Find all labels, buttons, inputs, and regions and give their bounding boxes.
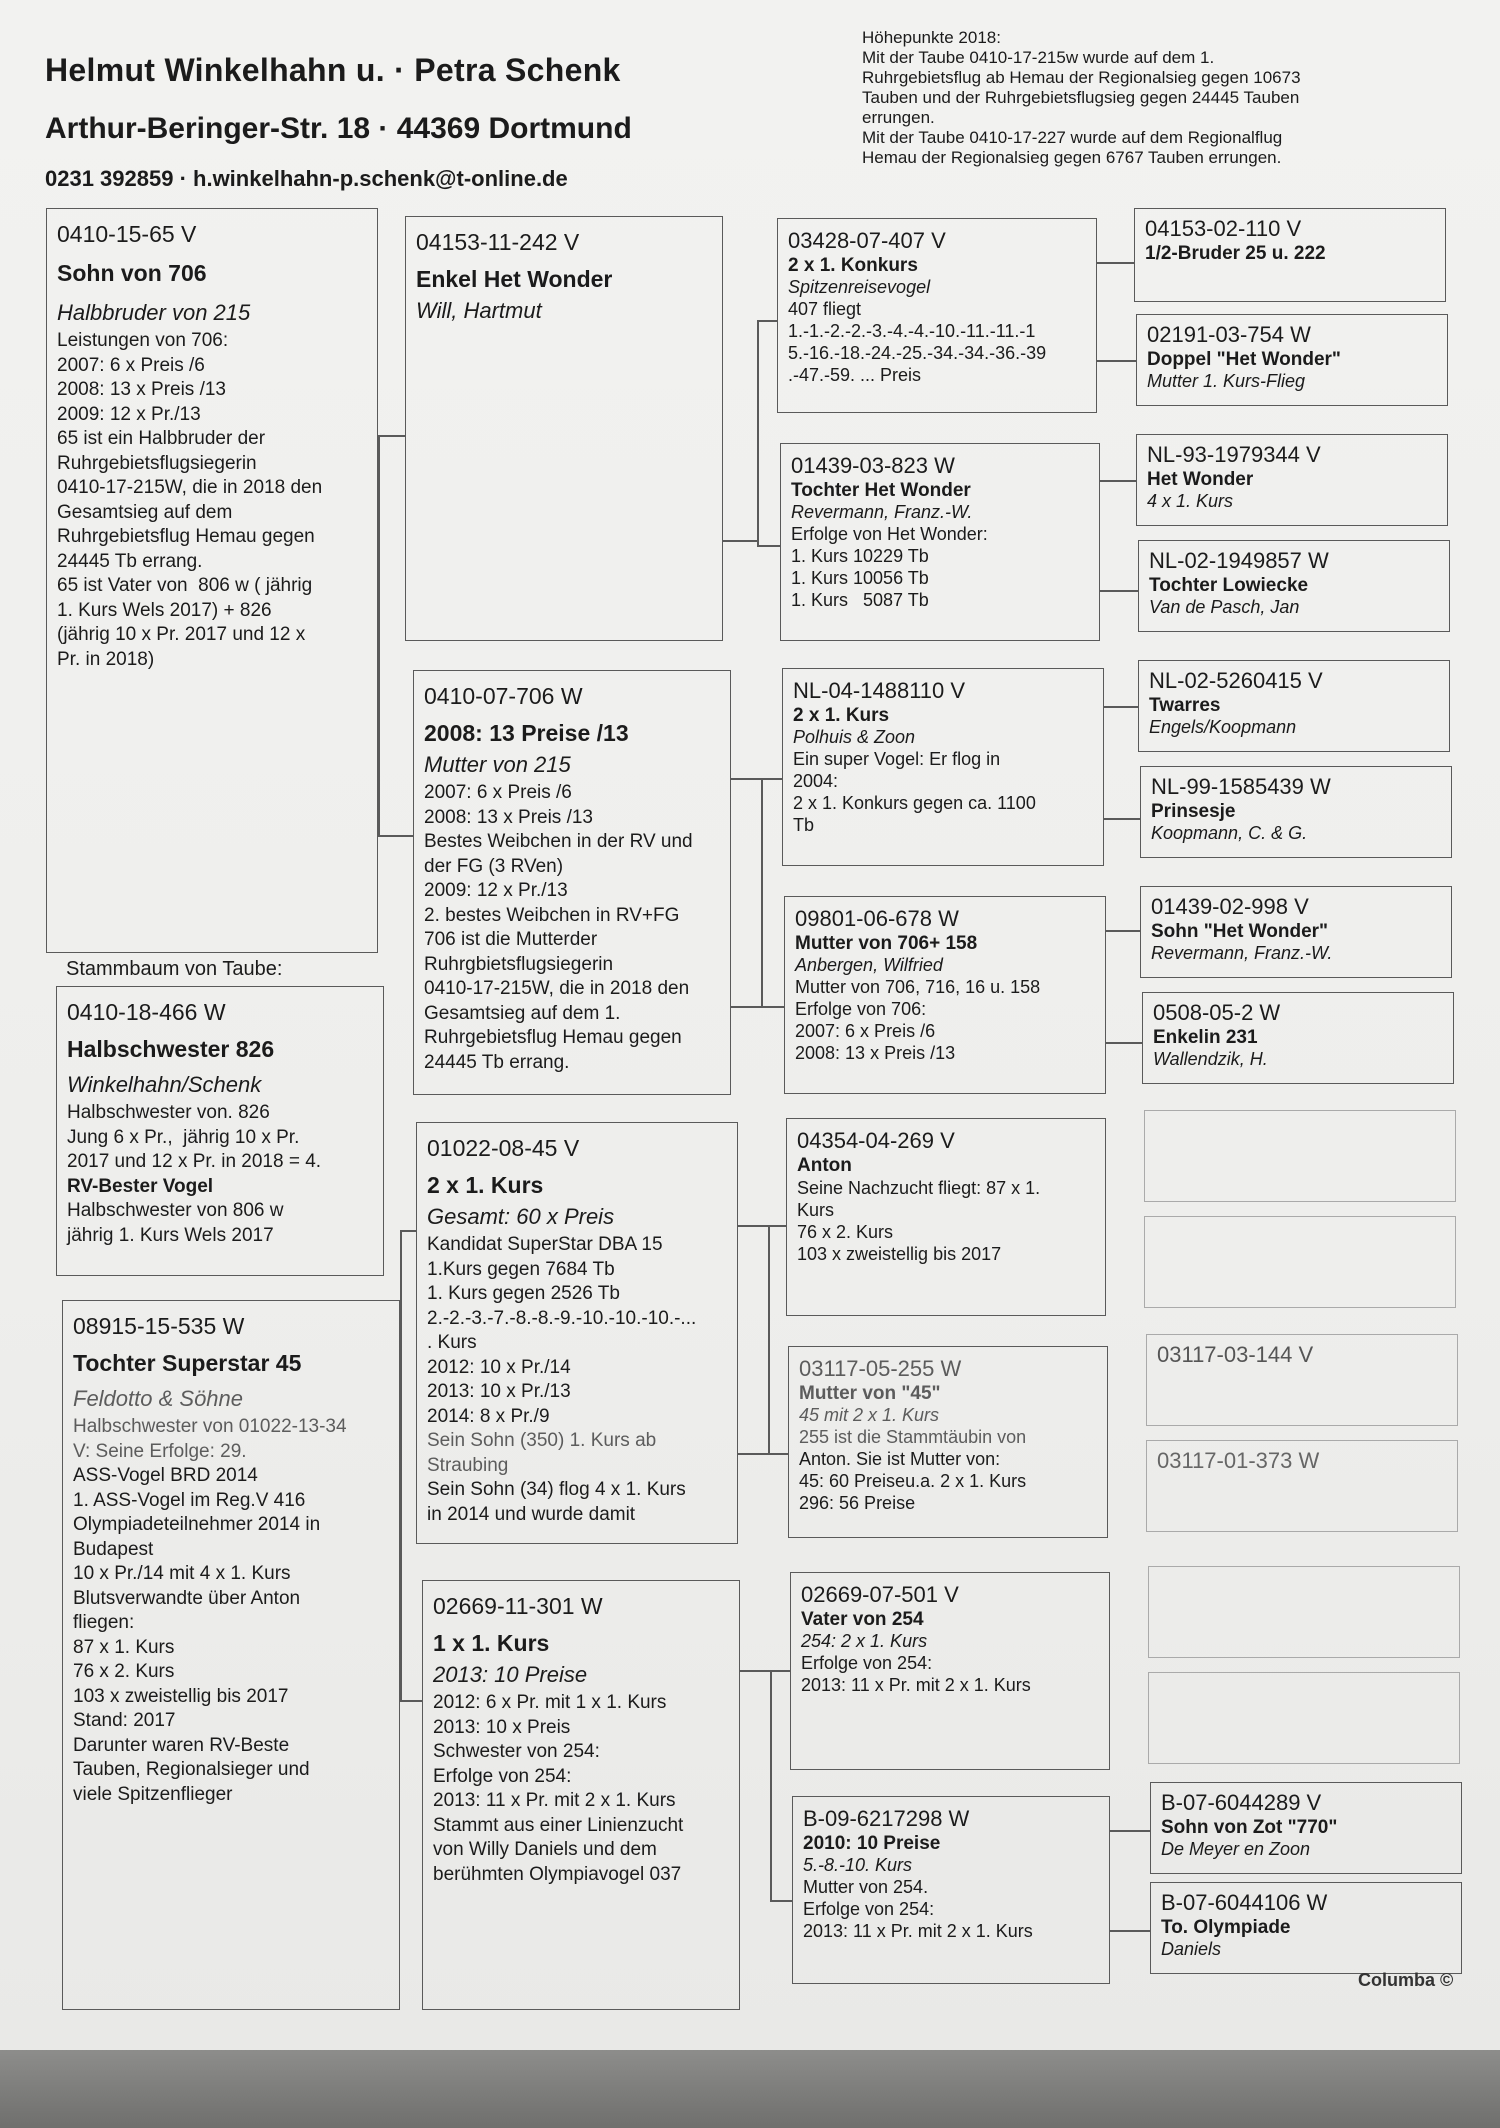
great-grandparent-box-8 [792,1796,1110,1984]
note-line: von Willy Daniels und dem [433,1839,657,1860]
ancestor-box-8 [1142,992,1454,1084]
connector-line [757,320,759,545]
note-line: Gesamtsieg auf dem 1. [424,1002,621,1024]
note-line: 2.-2.-3.-7.-8.-8.-9.-10.-10.-10.-... [427,1307,697,1329]
ancestor-box-5 [1138,660,1450,752]
note-line: 2013: 11 x Pr. mit 2 x 1. Kurs [801,1675,1031,1695]
ring-number: 02669-11-301 W [433,1593,603,1619]
highlight-line: errungen. [862,108,935,127]
note-line: 2008: 13 x Preis /13 [424,806,593,828]
note-line: Ruhrgebietsflug Hemau gegen [424,1027,682,1048]
note-line: 2017 und 12 x Pr. in 2018 = 4. [67,1151,322,1172]
ring-number: B-07-6044289 V [1161,1790,1322,1815]
mother-box [62,1300,400,2010]
note-line: Kurs [797,1200,835,1220]
pigeon-sub: 2013: 10 Preise [433,1662,588,1687]
note-line: Tb [793,815,815,835]
pigeon-title: Tochter Het Wonder [791,480,971,501]
note-line: Sein Sohn (350) 1. Kurs ab [427,1430,657,1451]
ring-number: 04153-02-110 V [1145,216,1302,241]
pigeon-sub: De Meyer en Zoon [1161,1839,1311,1859]
note-line: 24445 Tb errang. [424,1051,570,1073]
pigeon-title: Sohn "Het Wonder" [1151,921,1329,942]
note-line: 65 ist ein Halbbruder der [57,428,266,449]
note-line: 296: 56 Preise [799,1493,916,1513]
highlight-line: Höhepunkte 2018: [862,28,1001,47]
ring-number: B-07-6044106 W [1161,1890,1328,1915]
pigeon-title: Vater von 254 [801,1609,924,1630]
ancestor-box-11 [1146,1334,1458,1426]
note-line: 2014: 8 x Pr./9 [427,1405,550,1427]
connector-line [378,835,413,837]
note-line: jährig 1. Kurs Wels 2017 [67,1224,274,1246]
note-line: 706 ist die Mutterder [424,929,598,950]
subject-box [56,986,384,1276]
father-box [46,208,378,953]
ring-number: NL-02-5260415 V [1149,668,1323,693]
grandparent-box-2 [413,670,731,1095]
note-line: Seine Nachzucht fliegt: 87 x 1. [797,1178,1041,1198]
connector-line [738,1225,768,1227]
connector-line [770,1670,772,1900]
pigeon-sub: Wallendzik, H. [1153,1049,1268,1069]
note-line: 2013: 10 x Pr./13 [427,1381,571,1402]
note-line: Mutter von 706, 716, 16 u. 158 [795,977,1041,997]
pigeon-title: 2008: 13 Preise /13 [424,720,629,746]
copyright-mark: Columba © [1358,1970,1454,1990]
pigeon-title: 1 x 1. Kurs [433,1630,550,1656]
pigeon-title: 1/2-Bruder 25 u. 222 [1145,243,1326,264]
note-line: 2007: 6 x Preis /6 [57,354,205,376]
pigeon-sub: Revermann, Franz.-W. [791,502,973,522]
note-line: Erfolge von 254: [803,1899,935,1919]
note-line: ASS-Vogel BRD 2014 [73,1465,258,1486]
note-line: .-47.-59. ... Preis [788,365,922,385]
note-line: 45: 60 Preiseu.a. 2 x 1. Kurs [799,1471,1027,1491]
ring-number: 01439-02-998 V [1151,894,1309,919]
connector-line [731,778,761,780]
pigeon-sub: 45 mit 2 x 1. Kurs [799,1405,940,1425]
mother-ring: 08915-15-535 W [73,1313,245,1339]
ring-number: NL-04-1488110 V [793,678,966,703]
note-line: Budapest [73,1538,154,1560]
pigeon-title: Doppel "Het Wonder" [1147,349,1341,370]
note-line: 2007: 6 x Preis /6 [424,782,572,803]
ring-number: 09801-06-678 W [795,906,959,931]
ring-number: 03117-03-144 V [1157,1342,1314,1367]
note-line: Blutsverwandte über Anton [73,1587,301,1609]
note-line: RV-Bester Vogel [67,1175,214,1197]
note-line: 103 x zweistellig bis 2017 [73,1685,289,1707]
connector-line [768,1225,770,1453]
ring-number: 03428-07-407 V [788,228,946,253]
note-line: Schwester von 254: [433,1741,600,1762]
ancestor-box-10 [1144,1216,1456,1308]
grandparent-box-4 [422,1580,740,2010]
subject-title: Halbschwester 826 [67,1036,275,1062]
connector-line [738,1453,788,1455]
note-line: 0410-17-215W, die in 2018 den [424,978,690,999]
subject-sub: Winkelhahn/Schenk [67,1072,262,1097]
connector-line [723,540,757,542]
note-line: 10 x Pr./14 mit 4 x 1. Kurs [73,1563,291,1584]
note-line: 2013: 11 x Pr. mit 2 x 1. Kurs [803,1921,1033,1941]
note-line: 1. Kurs 10229 Tb [791,546,929,566]
pedigree-label: Stammbaum von Taube: [58,958,290,981]
pigeon-sub: Engels/Koopmann [1149,717,1297,737]
connector-line [1110,1930,1150,1932]
note-line: viele Spitzenflieger [73,1783,233,1805]
connector-line [1100,590,1138,592]
note-line: 103 x zweistellig bis 2017 [797,1244,1002,1264]
note-line: 1. ASS-Vogel im Reg.V 416 [73,1489,306,1511]
note-line: 76 x 2. Kurs [797,1222,894,1242]
highlight-line: Ruhrgebietsflug ab Hemau der Regionalsieg gegen 10673 [862,68,1301,87]
pigeon-sub: 4 x 1. Kurs [1147,491,1234,511]
note-line: Stammt aus einer Linienzucht [433,1814,684,1836]
note-line: Halbschwester von. 826 [67,1102,270,1123]
note-line: 2 x 1. Konkurs gegen ca. 1100 [793,793,1036,813]
note-line: 1. Kurs 5087 Tb [791,590,929,610]
pigeon-title: Sohn von Zot "770" [1161,1817,1338,1838]
ring-number: 02669-07-501 V [801,1582,959,1607]
pigeon-sub: Revermann, Franz.-W. [1151,943,1333,963]
note-line: Bestes Weibchen in der RV und [424,831,693,852]
ancestor-box-2 [1136,314,1448,406]
ancestor-box-7 [1140,886,1452,978]
great-grandparent-box-3 [782,668,1104,866]
connector-line [768,1225,786,1227]
highlights-2018 [862,28,1422,168]
connector-line [400,1230,402,1700]
pigeon-title: To. Olympiade [1161,1917,1291,1938]
pigeon-sub: Koopmann, C. & G. [1151,823,1308,843]
ancestor-box-4 [1138,540,1450,632]
connector-line [1097,262,1134,264]
pigeon-title: Mutter von "45" [799,1383,941,1404]
ring-number: 02191-03-754 W [1147,322,1311,347]
pigeon-sub: Daniels [1161,1939,1222,1959]
breeder-contact: 0231 392859 · h.winkelhahn-p.schenk@t-online.de [45,166,568,191]
pigeon-title: 2 x 1. Kurs [427,1172,544,1198]
note-line: 76 x 2. Kurs [73,1661,175,1682]
father-ring: 0410-15-65 V [57,221,197,247]
note-line: 2008: 13 x Preis /13 [57,379,226,400]
connector-line [1097,360,1136,362]
note-line: Tauben, Regionalsieger und [73,1759,310,1780]
great-grandparent-box-1 [777,218,1097,413]
note-line: 1. Kurs gegen 2526 Tb [427,1283,620,1304]
note-line: Erfolge von 254: [801,1653,933,1673]
note-line: Halbschwester von 01022-13-34 [73,1416,347,1437]
connector-line [761,778,782,780]
subject-ring: 0410-18-466 W [67,999,226,1025]
connector-line [731,1006,784,1008]
note-line: 2009: 12 x Pr./13 [57,403,201,425]
highlight-line: Hemau der Regionalsieg gegen 6767 Tauben errungen. [862,148,1282,167]
pigeon-sub: Polhuis & Zoon [793,727,916,747]
ring-number: 0508-05-2 W [1153,1000,1281,1025]
breeder-names: Helmut Winkelhahn u. · Petra Schenk [45,52,621,88]
connector-line [770,1900,792,1902]
note-line: 24445 Tb errang. [57,550,203,572]
ancestor-box-1 [1134,208,1446,302]
note-line: Ruhrgebietsflug Hemau gegen [57,526,315,547]
note-line: 255 ist die Stammtäubin von [799,1427,1027,1447]
grandparent-box-1 [405,216,723,641]
note-line: Olympiadeteilnehmer 2014 in [73,1514,321,1535]
ancestor-box-12 [1146,1440,1458,1532]
ring-number: 04354-04-269 V [797,1128,955,1153]
ancestor-box-14 [1148,1672,1460,1764]
note-line: fliegen: [73,1612,135,1633]
note-line: V: Seine Erfolge: 29. [73,1440,247,1462]
pigeon-title: Twarres [1149,695,1221,716]
pigeon-sub: Mutter 1. Kurs-Flieg [1147,371,1306,391]
highlight-line: Mit der Taube 0410-17-227 wurde auf dem Regionalflug [862,128,1283,147]
ring-number: 03117-05-255 W [799,1356,962,1381]
connector-line [757,545,780,547]
pigeon-sub: Gesamt: 60 x Preis [427,1204,615,1229]
note-line: 2007: 6 x Preis /6 [795,1021,936,1041]
note-line: 2013: 11 x Pr. mit 2 x 1. Kurs [433,1790,676,1811]
ancestor-box-3 [1136,434,1448,526]
great-grandparent-box-7 [790,1572,1110,1770]
pigeon-title: Anton [797,1155,852,1176]
note-line: Leistungen von 706: [57,330,229,351]
note-line: 407 fliegt [788,299,862,319]
note-line: Sein Sohn (34) flog 4 x 1. Kurs [427,1479,686,1500]
connector-line [378,435,405,437]
connector-line [1104,818,1140,820]
ring-number: 01022-08-45 V [427,1135,580,1161]
note-line: 1. Kurs 10056 Tb [791,568,929,588]
ancestor-box-13 [1148,1566,1460,1658]
note-line: 65 ist Vater von 806 w ( jährig [57,575,313,596]
pigeon-title: 2 x 1. Kurs [793,705,890,726]
note-line: in 2014 und wurde damit [427,1503,636,1525]
note-line: 2012: 6 x Pr. mit 1 x 1. Kurs [433,1692,667,1713]
note-line: 0410-17-215W, die in 2018 den [57,477,323,498]
note-line: Ruhrgbietsflugsiegerin [424,953,614,975]
connector-line [1110,1830,1150,1832]
note-line: Anton. Sie ist Mutter von: [799,1449,1001,1469]
note-line: berühmten Olympiavogel 037 [433,1863,682,1885]
pigeon-title: Prinsesje [1151,801,1236,822]
ring-number: NL-99-1585439 W [1151,774,1331,799]
ring-number: NL-93-1979344 V [1147,442,1321,467]
connector-line [1100,480,1136,482]
pigeon-title: Tochter Lowiecke [1149,575,1309,596]
pigeon-sub: Will, Hartmut [416,298,542,323]
note-line: Erfolge von 706: [795,999,927,1019]
note-line: 2008: 13 x Preis /13 [795,1043,956,1063]
pigeon-title: Enkel Het Wonder [416,266,613,292]
note-line: . Kurs [427,1332,477,1353]
note-line: Stand: 2017 [73,1710,176,1731]
note-line: Ruhrgebietsflugsiegerin [57,452,257,474]
pigeon-sub: Anbergen, Wilfried [795,955,943,975]
connector-line [400,1700,422,1702]
note-line: Darunter waren RV-Beste [73,1734,290,1756]
note-line: 2. bestes Weibchen in RV+FG [424,904,680,926]
pigeon-title: Enkelin 231 [1153,1027,1258,1048]
note-line: Gesamtsieg auf dem [57,501,233,523]
pigeon-title: Het Wonder [1147,469,1254,490]
note-line: 2012: 10 x Pr./14 [427,1356,571,1378]
note-line: Erfolge von Het Wonder: [791,524,988,544]
pigeon-sub: Spitzenreisevogel [788,277,931,297]
connector-line [400,1230,416,1232]
note-line: 5.-16.-18.-24.-25.-34.-34.-36.-39 [788,343,1047,363]
father-title: Sohn von 706 [57,260,207,286]
note-line: Halbschwester von 806 w [67,1200,284,1221]
father-notes [57,329,367,672]
great-grandparent-box-4 [784,896,1106,1094]
pigeon-title: 2 x 1. Konkurs [788,255,918,276]
note-line: Ein super Vogel: Er flog in [793,749,1001,769]
note-line: Jung 6 x Pr., jährig 10 x Pr. [67,1126,300,1148]
pigeon-title: Mutter von 706+ 158 [795,933,978,954]
connector-line [1104,706,1138,708]
pigeon-title: 2010: 10 Preise [803,1833,941,1854]
ancestor-box-6 [1140,766,1452,858]
ancestor-box-15 [1150,1782,1462,1874]
grandparent-box-3 [416,1122,738,1544]
note-line: der FG (3 RVen) [424,855,564,877]
note-line: 87 x 1. Kurs [73,1636,175,1658]
ring-number: 0410-07-706 W [424,683,583,709]
connector-line [761,778,763,1006]
mother-title: Tochter Superstar 45 [73,1350,302,1376]
pigeon-sub: Van de Pasch, Jan [1149,597,1300,617]
pigeon-sub: 254: 2 x 1. Kurs [801,1631,928,1651]
note-line: Straubing [427,1454,509,1476]
note-line: 2009: 12 x Pr./13 [424,880,568,901]
ring-number: 01439-03-823 W [791,453,955,478]
ancestor-box-9 [1144,1110,1456,1202]
connector-line [1106,930,1140,932]
note-line: Erfolge von 254: [433,1765,572,1787]
ring-number: 03117-01-373 W [1157,1448,1320,1473]
note-line: 2004: [793,771,839,791]
note-line: 2013: 10 x Preis [433,1716,571,1738]
highlight-line: Mit der Taube 0410-17-215w wurde auf dem 1. [862,48,1215,67]
great-grandparent-box-6 [788,1346,1108,1538]
father-sub: Halbbruder von 215 [57,300,251,325]
note-line: Pr. in 2018) [57,648,155,670]
ring-number: NL-02-1949857 W [1149,548,1329,573]
connector-line [740,1670,770,1672]
connector-line [378,435,380,835]
note-line: 1.Kurs gegen 7684 Tb [427,1258,615,1280]
connector-line [770,1670,790,1672]
pigeon-sub: Mutter von 215 [424,752,571,777]
ring-number: B-09-6217298 W [803,1806,970,1831]
great-grandparent-box-2 [780,443,1100,641]
table-shadow [0,2050,1500,2128]
ring-number: 04153-11-242 V [416,229,580,255]
note-line: Kandidat SuperStar DBA 15 [427,1234,663,1255]
note-line: (jährig 10 x Pr. 2017 und 12 x [57,624,306,645]
highlight-line: Tauben und der Ruhrgebietsflugsieg gegen 24445 Tauben [862,88,1300,107]
connector-line [757,320,777,322]
note-line: 1.-1.-2.-2.-3.-4.-4.-10.-11.-11.-1 [788,321,1036,341]
ancestor-box-16 [1150,1882,1462,1974]
great-grandparent-box-5 [786,1118,1106,1316]
note-line: Mutter von 254. [803,1877,929,1897]
pigeon-sub: 5.-8.-10. Kurs [803,1855,913,1875]
connector-line [1106,1042,1142,1044]
breeder-address: Arthur-Beringer-Str. 18 · 44369 Dortmund [45,112,632,145]
note-line: 1. Kurs Wels 2017) + 826 [57,599,272,621]
mother-sub: Feldotto & Söhne [73,1386,244,1411]
